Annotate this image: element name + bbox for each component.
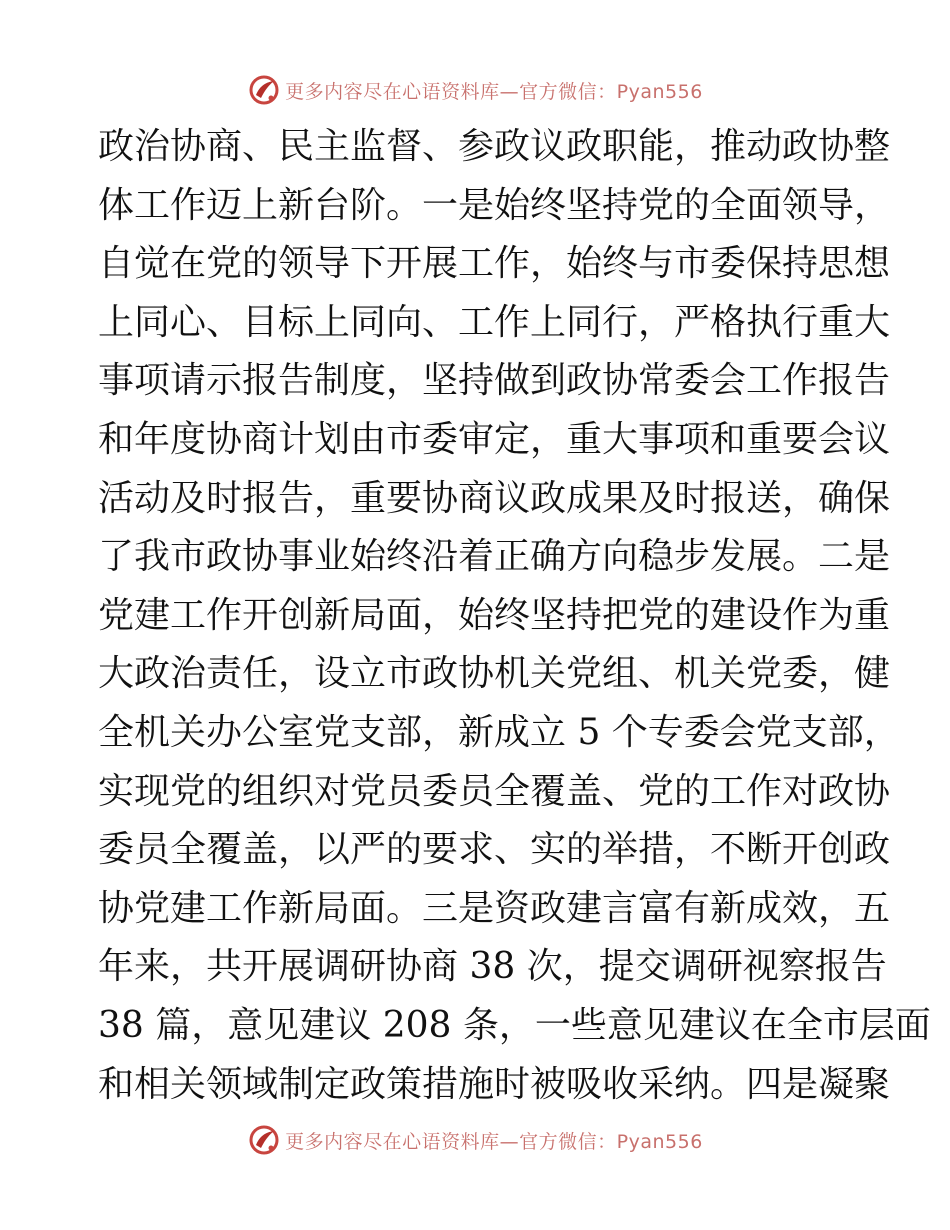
brush-seal-icon: [247, 1123, 281, 1157]
text-line: 体工作迈上新台阶。一是始终坚持党的全面领导，: [98, 184, 891, 226]
text-line: 事项请示报告制度，坚持做到政协常委会工作报告: [98, 360, 891, 402]
footer-banner-text: 更多内容尽在心语资料库—官方微信：Pyan556: [285, 1130, 703, 1153]
text-line: 协党建工作新局面。三是资政建言富有新成效，五: [98, 887, 891, 929]
text-line: 自觉在党的领导下开展工作，始终与市委保持思想: [98, 243, 891, 285]
text-line: 党建工作开创新局面，始终坚持把党的建设作为重: [98, 594, 891, 636]
text-line: 大政治责任，设立市政协机关党组、机关党委，健: [98, 653, 891, 695]
footer-banner: [0, 1120, 950, 1160]
text-line: 年来，共开展调研协商 38 次，提交调研视察报告: [98, 946, 887, 988]
text-line: 上同心、目标上同向、工作上同行，严格执行重大: [98, 301, 891, 343]
brush-seal-icon: [247, 73, 281, 107]
text-line: 了我市政协事业始终沿着正确方向稳步发展。二是: [98, 536, 891, 578]
text-line: 实现党的组织对党员委员全覆盖、党的工作对政协: [98, 770, 891, 812]
text-line: 和相关领域制定政策措施时被吸收采纳。四是凝聚: [98, 1063, 891, 1105]
document-body: [98, 118, 931, 1114]
text-line: 政治协商、民主监督、参政议政职能，推动政协整: [98, 126, 891, 167]
header-banner: [0, 70, 950, 110]
text-line: 38 篇，意见建议 208 条，一些意见建议在全市层面: [98, 1004, 931, 1046]
text-line: 和年度协商计划由市委审定，重大事项和重要会议: [98, 418, 891, 460]
header-banner-text: 更多内容尽在心语资料库—官方微信：Pyan556: [285, 80, 703, 103]
text-line: 委员全覆盖，以严的要求、实的举措，不断开创政: [98, 829, 891, 871]
text-line: 活动及时报告，重要协商议政成果及时报送，确保: [98, 477, 891, 519]
text-line: 全机关办公室党支部，新成立 5 个专委会党支部，: [98, 711, 900, 753]
